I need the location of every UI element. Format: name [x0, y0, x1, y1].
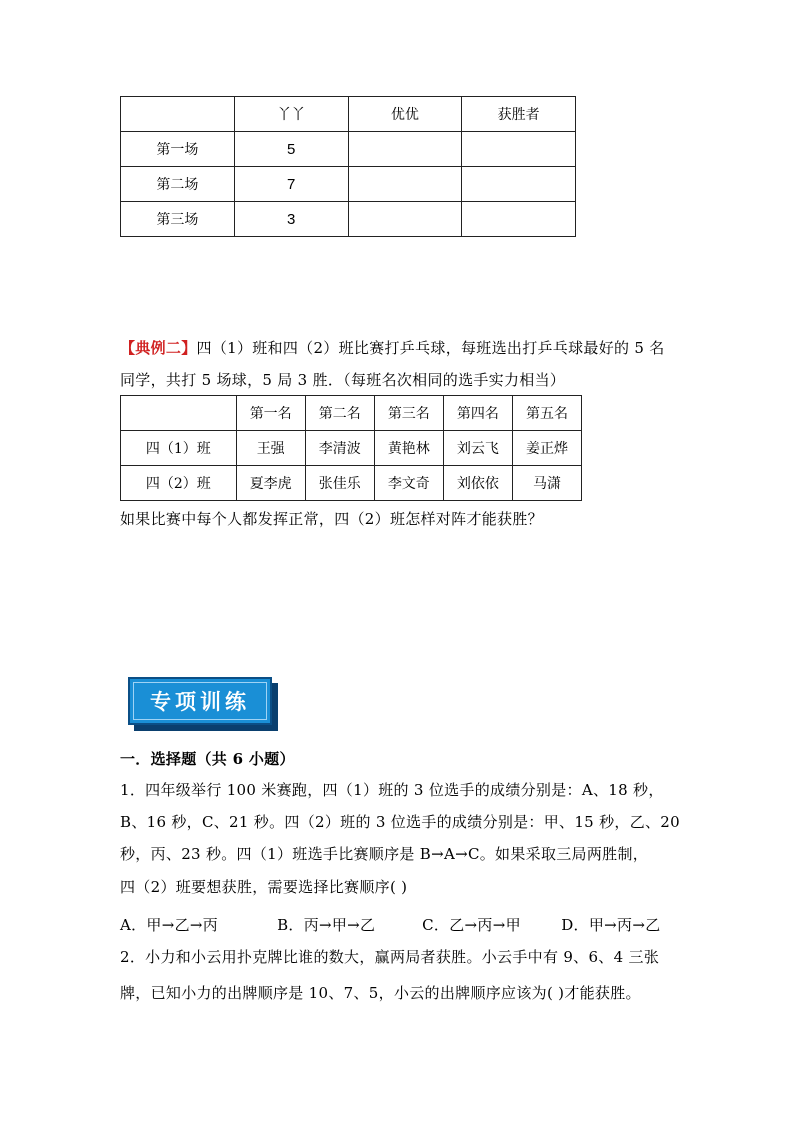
option-d: D．甲→丙→乙: [561, 916, 661, 934]
table-cell: 四（2）班: [121, 466, 237, 501]
q1-line1: 1．四年级举行 100 米赛跑，四（1）班的 3 位选手的成绩分别是：A、18 秒，: [120, 781, 664, 799]
table-cell: 李文奇: [374, 466, 443, 501]
table-header-row: [121, 396, 582, 431]
table-row: [121, 431, 582, 466]
table-cell: 刘依依: [443, 466, 512, 501]
table-header-cell: 第三名: [374, 396, 443, 431]
table-row: [121, 132, 576, 167]
table-cell: 黄艳林: [374, 431, 443, 466]
table-cell: 马潇: [512, 466, 581, 501]
example-tag: 【典例二】: [120, 339, 197, 357]
banner-label: 专项训练: [133, 682, 267, 720]
table-cell: [348, 132, 462, 167]
table-header-cell: 优优: [348, 97, 462, 132]
example2-line1: [120, 337, 665, 358]
table-cell: 姜正烨: [512, 431, 581, 466]
section-title: 一．选择题（共 6 小题）: [120, 750, 295, 768]
table-cell: 7: [234, 167, 348, 202]
score-table: [120, 96, 576, 237]
table-header-cell: 第一名: [236, 396, 305, 431]
option-c: C．乙→丙→甲: [422, 916, 521, 934]
table-header-cell: [121, 396, 237, 431]
table-cell: 张佳乐: [305, 466, 374, 501]
table-header-cell: 第四名: [443, 396, 512, 431]
table-cell: [462, 167, 576, 202]
example2-line2: 同学，共打 5 场球，5 局 3 胜．（每班名次相同的选手实力相当）: [120, 371, 566, 389]
table-row: [121, 466, 582, 501]
table-header-cell: 第二名: [305, 396, 374, 431]
table-row: [121, 202, 576, 237]
table-cell: 王强: [236, 431, 305, 466]
table-cell: 四（1）班: [121, 431, 237, 466]
q1-line4: 四（2）班要想获胜，需要选择比赛顺序( ): [120, 878, 408, 896]
table-cell: [462, 202, 576, 237]
table-header-cell: 获胜者: [462, 97, 576, 132]
table-cell: 第二场: [121, 167, 235, 202]
table-cell: [462, 132, 576, 167]
option-b: B．丙→甲→乙: [277, 916, 376, 934]
table-header-cell: 第五名: [512, 396, 581, 431]
table-cell: 第一场: [121, 132, 235, 167]
table-header-cell: [121, 97, 235, 132]
table-cell: 3: [234, 202, 348, 237]
table-cell: 李清波: [305, 431, 374, 466]
table-cell: [348, 167, 462, 202]
option-a: A．甲→乙→丙: [120, 916, 219, 934]
q1-line3: 秒，丙、23 秒。四（1）班选手比赛顺序是 B→A→C。如果采取三局两胜制，: [120, 845, 649, 863]
example2-text1: 四（1）班和四（2）班比赛打乒乓球，每班选出打乒乓球最好的 5 名: [196, 339, 665, 357]
table-cell: 刘云飞: [443, 431, 512, 466]
q2-line1: 2．小力和小云用扑克牌比谁的数大，赢两局者获胜。小云手中有 9、6、4 三张: [120, 948, 660, 966]
table-cell: 夏李虎: [236, 466, 305, 501]
q2-line2: 牌，已知小力的出牌顺序是 10、7、5，小云的出牌顺序应该为( )才能获胜。: [120, 984, 641, 1002]
table-header-cell: 丫丫: [234, 97, 348, 132]
table-cell: 第三场: [121, 202, 235, 237]
table-cell: 5: [234, 132, 348, 167]
section-banner: [128, 677, 272, 725]
roster-table: [120, 395, 582, 501]
table-cell: [348, 202, 462, 237]
table-row: [121, 167, 576, 202]
q1-options: [120, 914, 661, 935]
table-header-row: [121, 97, 576, 132]
example2-question: 如果比赛中每个人都发挥正常，四（2）班怎样对阵才能获胜？: [120, 510, 543, 528]
q1-line2: B、16 秒，C、21 秒。四（2）班的 3 位选手的成绩分别是：甲、15 秒，乙、20: [120, 813, 680, 831]
